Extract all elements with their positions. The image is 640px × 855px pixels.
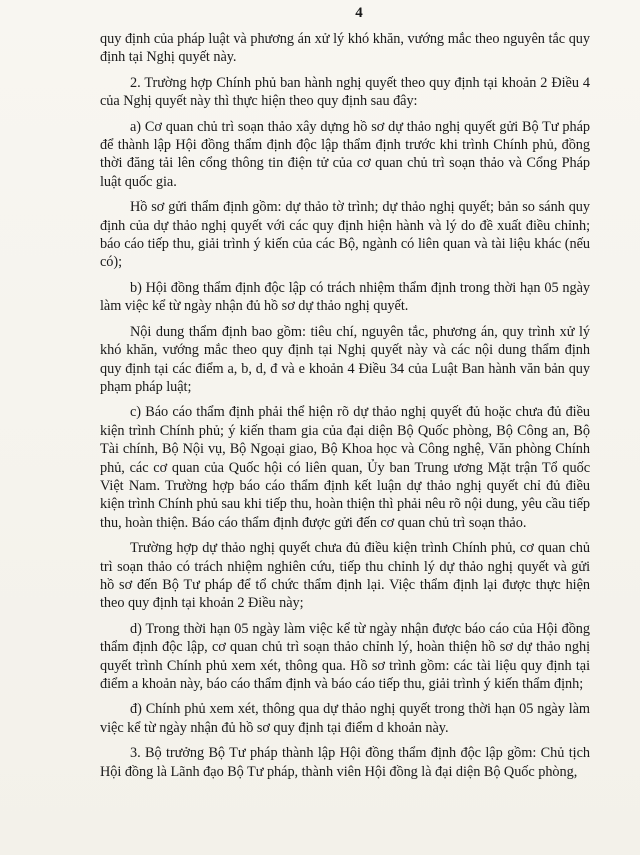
paragraph-point-d: d) Trong thời hạn 05 ngày làm việc kể từ ngày nhận được báo cáo của Hội đồng thẩm định độc lập, cơ quan chủ trì soạn thảo chỉnh lý, hoàn thiện hồ sơ dự thảo nghị quyết trình Chính phủ xem xét, thông qua. Hồ sơ trình gồm: các tài liệu quy định tại điểm a khoản này, báo cáo thẩm định và báo cáo tiếp thu, giải trình ý kiến thẩm định; — [100, 620, 590, 692]
paragraph-clause-3: 3. Bộ trưởng Bộ Tư pháp thành lập Hội đồng thẩm định độc lập gồm: Chủ tịch Hội đồng là Lãnh đạo Bộ Tư pháp, thành viên Hội đồng là đại diện Bộ Quốc phòng, — [100, 745, 590, 780]
paragraph-point-c: c) Báo cáo thẩm định phải thể hiện rõ dự thảo nghị quyết đủ hoặc chưa đủ điều kiện trình Chính phủ; ý kiến tham gia của đại diện Bộ Quốc phòng, Bộ Công an, Bộ Tài chính, Bộ Nội vụ, Bộ Ngoại giao, Bộ Khoa học và Công nghệ, Văn phòng Chính phủ, các cơ quan của Quốc hội có liên quan, Ủy ban Trung ương Mặt trận Tổ quốc Việt Nam. Trường hợp báo cáo thẩm định kết luận dự thảo nghị quyết chỉ đủ điều kiện trình Chính phủ sau khi tiếp thu, hoàn thiện thì phải nêu rõ nội dung, yêu cầu tiếp thu, hoàn thiện. Báo cáo thẩm định được gửi đến cơ quan chủ trì soạn thảo. — [100, 404, 590, 531]
page-number: 4 — [355, 5, 363, 21]
paragraph-point-a: a) Cơ quan chủ trì soạn thảo xây dựng hồ sơ dự thảo nghị quyết gửi Bộ Tư pháp để thành lập Hội đồng thẩm định độc lập thẩm định trước khi trình Chính phủ, đồng thời đăng tải lên cổng thông tin điện tử của cơ quan chủ trì soạn thảo và Cổng Pháp luật quốc gia. — [100, 118, 590, 190]
paragraph-point-b: b) Hội đồng thẩm định độc lập có trách nhiệm thẩm định trong thời hạn 05 ngày làm việc kể từ ngày nhận đủ hồ sơ dự thảo nghị quyết. — [100, 279, 590, 315]
paragraph-clause-2: 2. Trường hợp Chính phủ ban hành nghị quyết theo quy định tại khoản 2 Điều 4 của Nghị quyết này thì thực hiện theo quy định sau đây: — [100, 74, 590, 110]
paragraph-re-appraisal: Trường hợp dự thảo nghị quyết chưa đủ điều kiện trình Chính phủ, cơ quan chủ trì soạn thảo có trách nhiệm nghiên cứu, tiếp thu chỉnh lý dự thảo nghị quyết và gửi hồ sơ đến Bộ Tư pháp để tổ chức thẩm định lại. Việc thẩm định lại được thực hiện theo quy định tại khoản 2 Điều này; — [100, 540, 590, 612]
paragraph-continuation: quy định của pháp luật và phương án xử lý khó khăn, vướng mắc theo nguyên tắc quy định tại Nghị quyết này. — [100, 31, 590, 66]
paragraph-appraisal-content: Nội dung thẩm định bao gồm: tiêu chí, nguyên tắc, phương án, quy trình xử lý khó khăn, vướng mắc theo quy định tại Nghị quyết này và các nội dung thẩm định quy định tại các điểm a, b, d, đ và e khoản 4 Điều 34 của Luật Ban hành văn bản quy phạm pháp luật; — [100, 323, 590, 395]
paragraph-point-dd: đ) Chính phủ xem xét, thông qua dự thảo nghị quyết trong thời hạn 05 ngày làm việc kể từ ngày nhận đủ hồ sơ quy định tại điểm d khoản này. — [100, 701, 590, 736]
paragraph-dossier: Hồ sơ gửi thẩm định gồm: dự thảo tờ trình; dự thảo nghị quyết; bản so sánh quy định của dự thảo nghị quyết với các quy định hiện hành và lý do đề xuất điều chỉnh; báo cáo tiếp thu, giải trình ý kiến của các Bộ, ngành có liên quan và tài liệu khác (nếu có); — [100, 199, 590, 271]
